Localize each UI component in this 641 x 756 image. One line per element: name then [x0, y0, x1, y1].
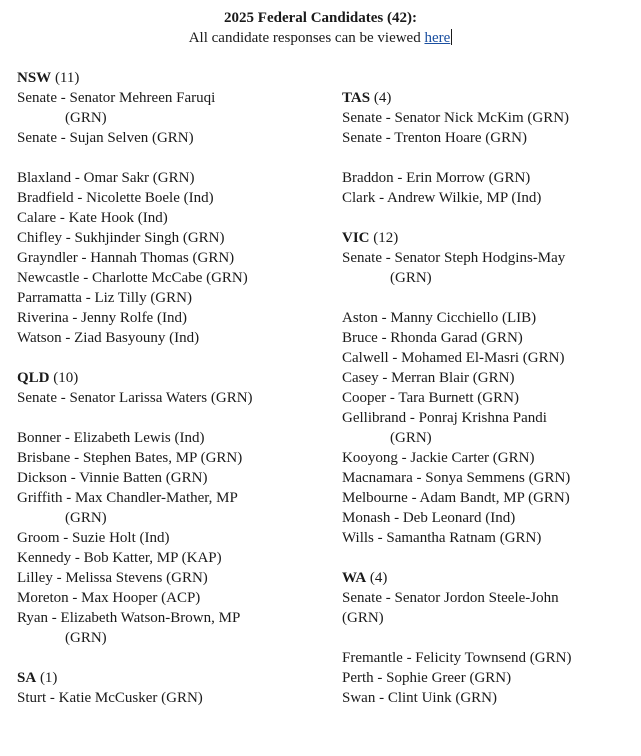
state-name: TAS [342, 90, 371, 106]
candidate-line: Senate - Senator Jordon Steele-John [342, 590, 559, 606]
candidate-line: Gellibrand - Ponraj Krishna Pandi [342, 410, 547, 426]
candidate-line: Senate - Senator Nick McKim (GRN) [342, 110, 570, 126]
candidate-line-continued: (GRN) [390, 270, 432, 286]
candidate-line: Swan - Clint Uink (GRN) [342, 690, 497, 706]
candidate-line: Ryan - Elizabeth Watson-Brown, MP [17, 610, 241, 626]
left-column [17, 68, 327, 708]
candidate-line: Perth - Sophie Greer (GRN) [342, 670, 512, 686]
candidate-line: Fremantle - Felicity Townsend (GRN) [342, 650, 572, 666]
responses-link[interactable]: here [424, 30, 451, 46]
state-heading-nsw [17, 68, 327, 88]
candidate-line: Kennedy - Bob Katter, MP (KAP) [17, 550, 222, 566]
candidate-line: Lilley - Melissa Stevens (GRN) [17, 570, 208, 586]
candidate-line: Monash - Deb Leonard (Ind) [342, 510, 516, 526]
candidate-line: Chifley - Sukhjinder Singh (GRN) [17, 230, 225, 246]
candidate-line: Cooper - Tara Burnett (GRN) [342, 390, 519, 406]
state-count: (11) [54, 70, 80, 86]
subtitle-text: All candidate responses can be viewed [188, 30, 425, 46]
state-count: (4) [369, 570, 388, 586]
candidate-line: Dickson - Vinnie Batten (GRN) [17, 470, 208, 486]
candidate-line: Senate - Senator Larissa Waters (GRN) [17, 390, 253, 406]
candidate-line: Senate - Senator Steph Hodgins-May [342, 250, 566, 266]
candidate-line: Blaxland - Omar Sakr (GRN) [17, 170, 195, 186]
document-header [0, 8, 641, 48]
candidate-line: Newcastle - Charlotte McCabe (GRN) [17, 270, 248, 286]
state-name: NSW [17, 70, 52, 86]
candidate-line: Bonner - Elizabeth Lewis (Ind) [17, 430, 205, 446]
candidate-line: Calwell - Mohamed El-Masri (GRN) [342, 350, 565, 366]
candidate-line: Kooyong - Jackie Carter (GRN) [342, 450, 535, 466]
state-count: (4) [373, 90, 392, 106]
state-name: VIC [342, 230, 370, 246]
candidate-line: Senate - Trenton Hoare (GRN) [342, 130, 527, 146]
candidate-line-continued: (GRN) [65, 630, 107, 646]
state-count: (1) [39, 670, 58, 686]
state-name: SA [17, 670, 37, 686]
candidate-line: Watson - Ziad Basyouny (Ind) [17, 330, 200, 346]
state-heading-qld [17, 368, 327, 388]
candidate-line: Melbourne - Adam Bandt, MP (GRN) [342, 490, 570, 506]
state-name: WA [342, 570, 367, 586]
state-count: (12) [373, 230, 399, 246]
candidate-line: Casey - Merran Blair (GRN) [342, 370, 515, 386]
state-heading-tas [342, 88, 632, 108]
page-title: 2025 Federal Candidates (42): [224, 10, 417, 26]
state-heading-sa [17, 668, 327, 688]
candidate-line: Braddon - Erin Morrow (GRN) [342, 170, 531, 186]
candidate-line: Groom - Suzie Holt (Ind) [17, 530, 170, 546]
candidate-line-continued: (GRN) [65, 510, 107, 526]
candidate-line: Brisbane - Stephen Bates, MP (GRN) [17, 450, 243, 466]
candidate-line-continued: (GRN) [390, 430, 432, 446]
right-column [342, 88, 632, 708]
candidate-line: Aston - Manny Cicchiello (LIB) [342, 310, 537, 326]
candidate-line: Calare - Kate Hook (Ind) [17, 210, 168, 226]
candidate-line: Wills - Samantha Ratnam (GRN) [342, 530, 542, 546]
candidate-line: Clark - Andrew Wilkie, MP (Ind) [342, 190, 542, 206]
candidate-line-continued: (GRN) [342, 610, 384, 626]
candidate-line: Grayndler - Hannah Thomas (GRN) [17, 250, 235, 266]
candidate-line: Griffith - Max Chandler-Mather, MP [17, 490, 238, 506]
candidate-line: Riverina - Jenny Rolfe (Ind) [17, 310, 187, 326]
candidate-line: Bradfield - Nicolette Boele (Ind) [17, 190, 214, 206]
state-heading-wa [342, 568, 632, 588]
candidate-line: Bruce - Rhonda Garad (GRN) [342, 330, 523, 346]
state-name: QLD [17, 370, 50, 386]
subtitle [0, 28, 641, 48]
candidate-line: Senate - Senator Mehreen Faruqi [17, 90, 216, 106]
candidate-line: Parramatta - Liz Tilly (GRN) [17, 290, 192, 306]
candidate-line-continued: (GRN) [65, 110, 107, 126]
candidate-line: Sturt - Katie McCusker (GRN) [17, 690, 203, 706]
text-cursor [451, 29, 452, 45]
candidate-line: Macnamara - Sonya Semmens (GRN) [342, 470, 571, 486]
candidate-line: Senate - Sujan Selven (GRN) [17, 130, 194, 146]
candidate-line: Moreton - Max Hooper (ACP) [17, 590, 201, 606]
state-count: (10) [53, 370, 79, 386]
state-heading-vic [342, 228, 632, 248]
